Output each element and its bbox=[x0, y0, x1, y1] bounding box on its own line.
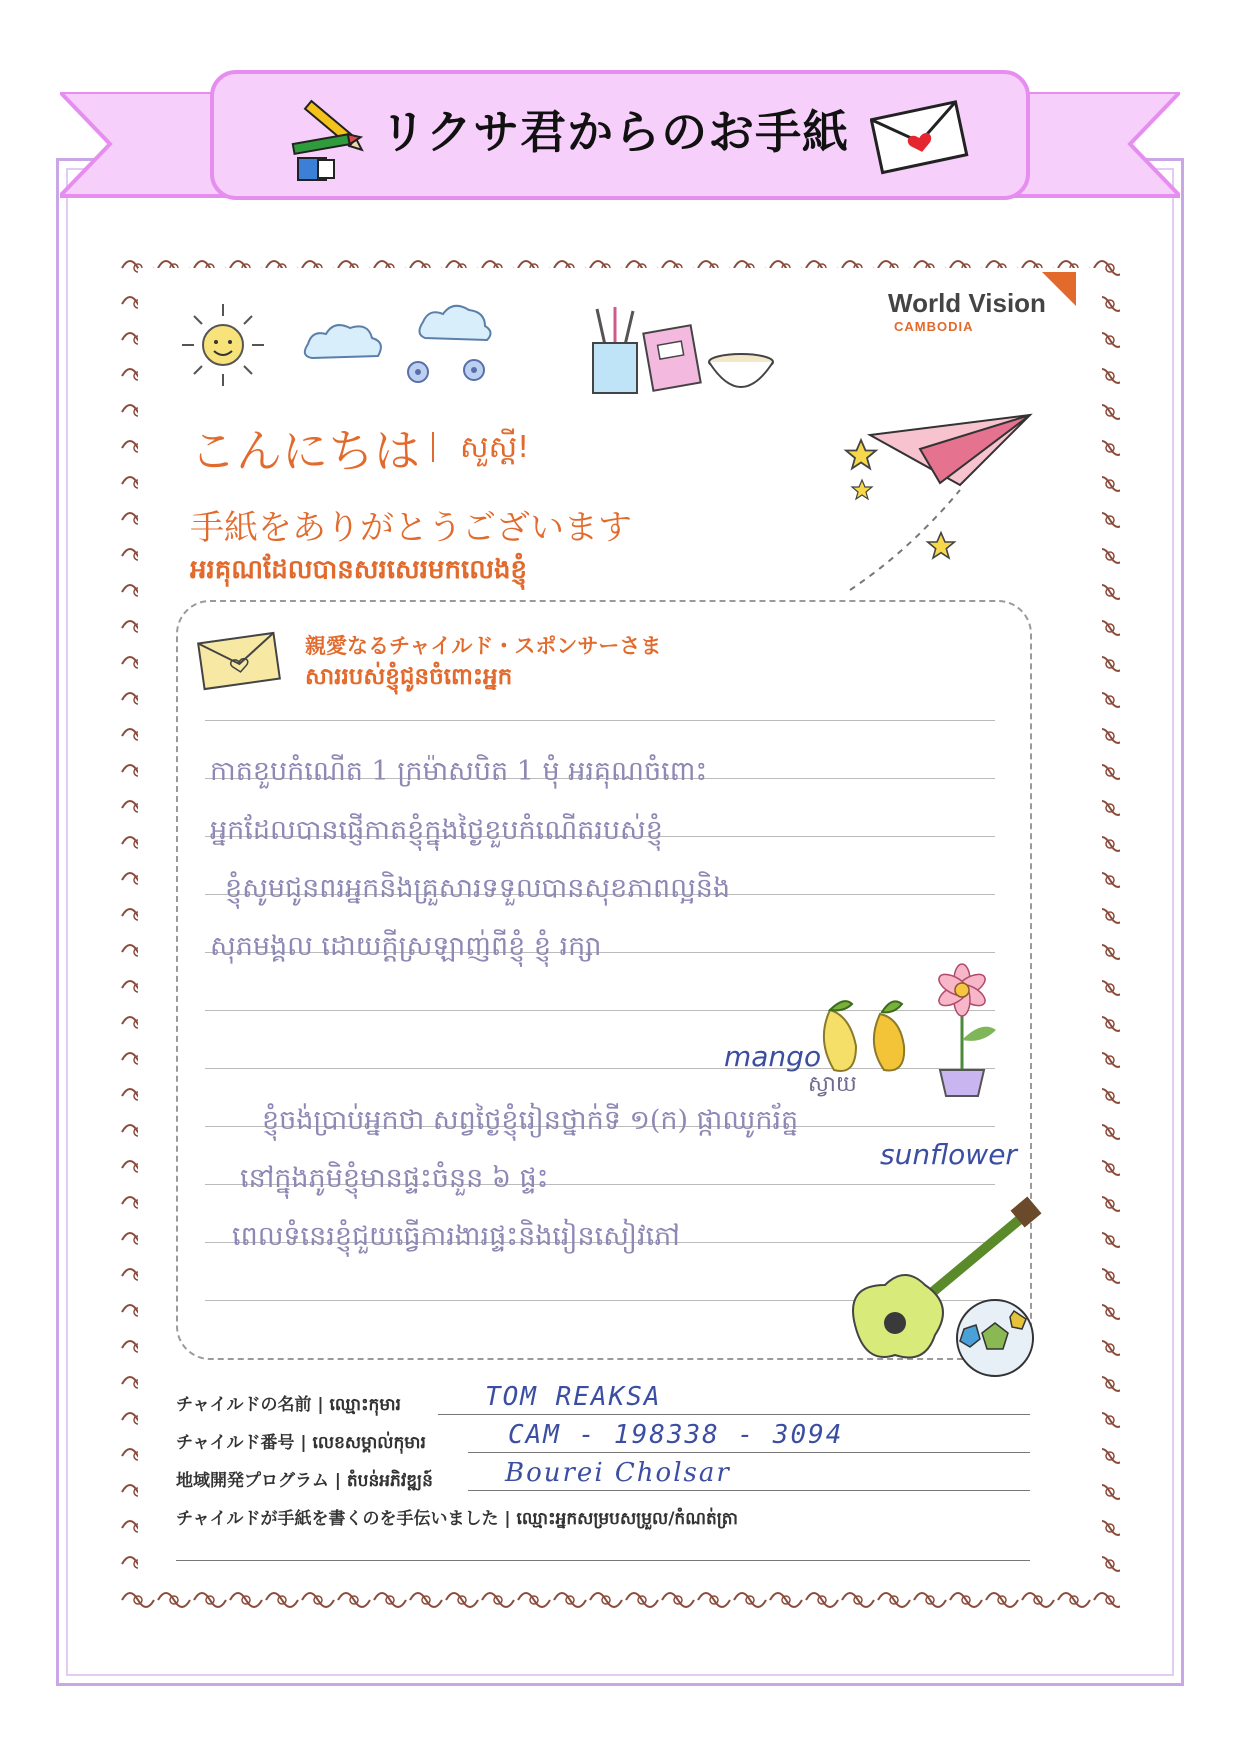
envelope-heart-icon bbox=[870, 98, 970, 176]
program-line bbox=[468, 1490, 1030, 1491]
child-name-value: TOM REAKSA bbox=[485, 1382, 662, 1412]
sponsor-salutation-japanese: 親愛なるチャイルド・スポンサーさま bbox=[305, 634, 662, 658]
book-icon bbox=[640, 323, 704, 393]
page-title: リクサ君からのお手紙 bbox=[380, 105, 850, 159]
cloud-icon bbox=[300, 318, 388, 368]
world-vision-star-icon bbox=[1042, 272, 1076, 306]
thanks-japanese: 手紙をありがとうございます bbox=[190, 508, 632, 548]
child-number-line bbox=[468, 1452, 1030, 1453]
sunflower-icon bbox=[922, 960, 1012, 1100]
handwriting-line: អ្នកដែលបានផ្ញើកាតខ្ញុំក្នុងថ្ងៃខួបកំណើតរបស់ខ្ញុំ bbox=[210, 815, 663, 846]
pencil-cup-icon bbox=[585, 305, 645, 395]
bowl-icon bbox=[706, 350, 776, 396]
star-icon bbox=[925, 530, 957, 562]
pencils-icon bbox=[288, 88, 368, 186]
child-name-line bbox=[438, 1414, 1030, 1415]
envelope-icon bbox=[195, 630, 283, 692]
flower-icon bbox=[402, 352, 492, 392]
cloud-icon bbox=[415, 298, 495, 348]
program-value: Bourei Cholsar bbox=[505, 1458, 731, 1488]
label-mango-khmer: ស្វាយ bbox=[808, 1072, 857, 1097]
child-number-value: CAM - 198338 - 3094 bbox=[508, 1420, 844, 1450]
label-mango: mango bbox=[724, 1040, 822, 1073]
helper-label: チャイルドが手紙を書くのを手伝いました | ឈ្មោះអ្នកសម្របសម្រួល/កំណត់ត្រា bbox=[176, 1509, 738, 1529]
mango-icon bbox=[810, 990, 920, 1080]
world-vision-logo bbox=[888, 288, 1046, 334]
writing-line bbox=[205, 720, 995, 721]
greeting-japanese: こんにちは bbox=[190, 424, 420, 478]
greeting-divider bbox=[432, 432, 434, 462]
handwriting-line: ពេលទំនេរខ្ញុំជួយធ្វើការងារផ្ទះនិងរៀនសៀវភៅ bbox=[232, 1221, 680, 1252]
greeting-khmer: សួស្តី! bbox=[460, 430, 530, 465]
label-sunflower: sunflower bbox=[880, 1138, 1017, 1171]
star-icon bbox=[850, 478, 874, 502]
handwriting-line: សុភមង្គល ដោយក្តីស្រឡាញ់ពីខ្ញុំ ខ្ញុំ រក្សា bbox=[210, 931, 602, 962]
sun-icon bbox=[178, 300, 268, 390]
ribbon-tail-right bbox=[1010, 92, 1180, 212]
sponsor-salutation-khmer: សាររបស់ខ្ញុំជូនចំពោះអ្នក bbox=[305, 664, 513, 690]
handwriting-line: កាតខួបកំណើត 1 ក្រម៉ាសបិត 1 មុំ អរគុណចំពោះ bbox=[210, 756, 708, 787]
handwriting-line: ខ្ញុំចង់ប្រាប់អ្នកថា សព្វថ្ងៃខ្ញុំរៀនថ្នាក់ទី ១(ក) ផ្កាឈូករ័ត្ន bbox=[262, 1105, 799, 1136]
handwriting-line: នៅក្នុងភូមិខ្ញុំមានផ្ទះចំនួន ៦ ផ្ទះ bbox=[240, 1163, 549, 1194]
ribbon-tail-left bbox=[60, 92, 230, 212]
star-icon bbox=[843, 437, 879, 473]
soccer-ball-icon bbox=[952, 1295, 1038, 1381]
org-name: World Vision bbox=[888, 288, 1046, 318]
handwriting-line: ខ្ញុំសូមជូនពរអ្នកនិងគ្រួសារទទួលបានសុខភាពល្អនិង bbox=[225, 873, 731, 904]
child-name-label: チャイルドの名前 | ឈ្មោះកុមារ bbox=[176, 1395, 401, 1415]
helper-line bbox=[176, 1560, 1030, 1561]
program-label: 地域開発プログラム | តំបន់អភិវឌ្ឍន៍ bbox=[176, 1471, 433, 1491]
child-number-label: チャイルド番号 | លេខសម្គាល់កុមារ bbox=[176, 1433, 426, 1453]
thanks-khmer: អរគុណដែលបានសរសេរមកលេងខ្ញុំ bbox=[190, 555, 528, 585]
org-country: CAMBODIA bbox=[894, 319, 974, 334]
